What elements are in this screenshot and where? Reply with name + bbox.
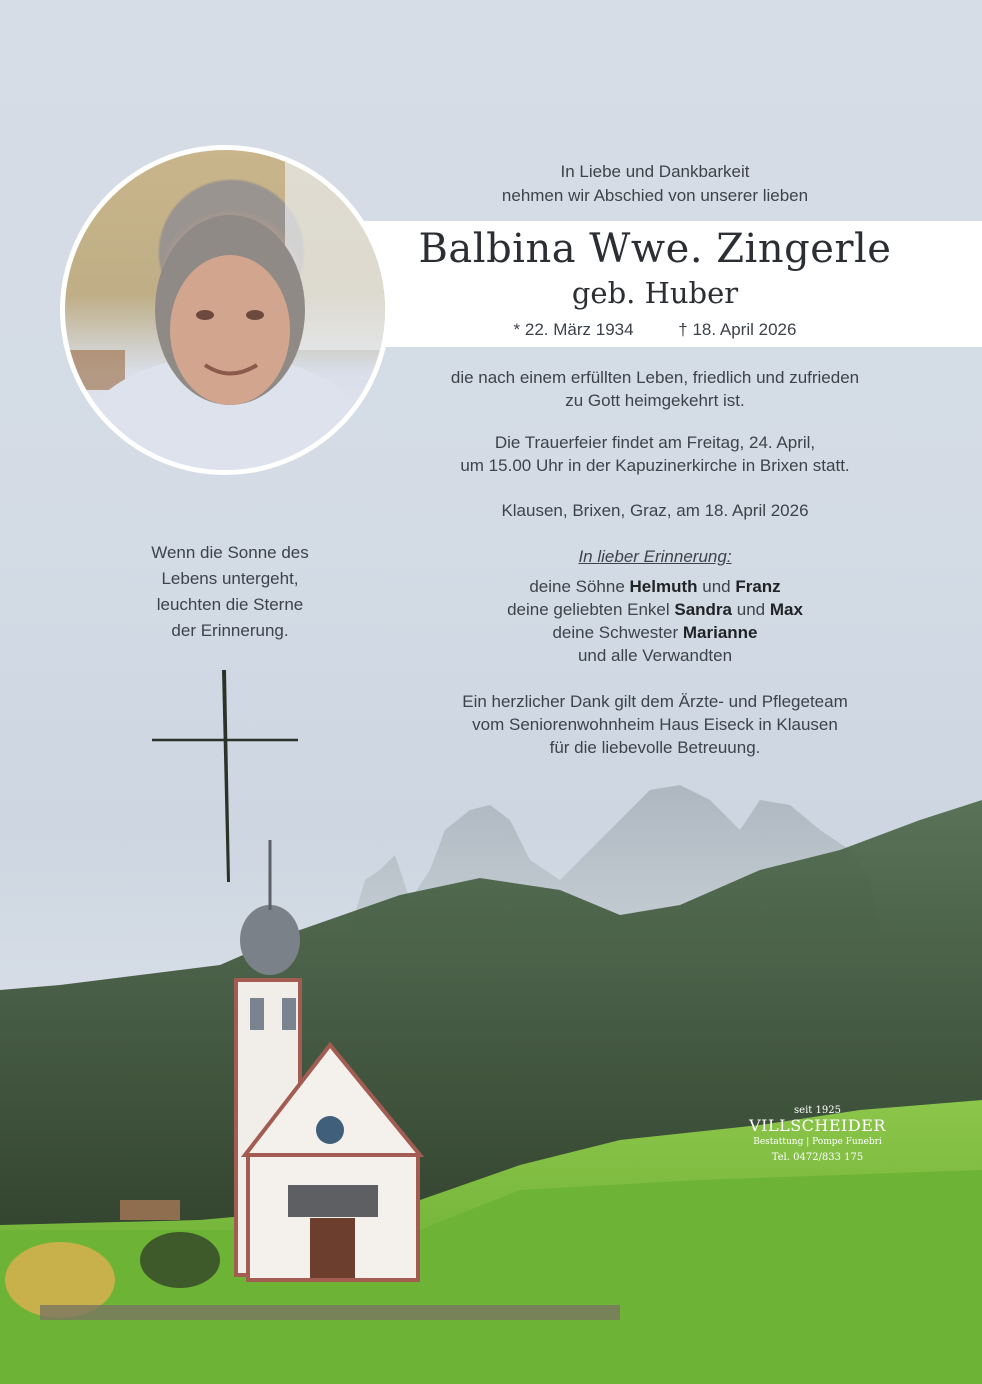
quote-line: Wenn die Sonne des — [151, 543, 309, 562]
death-date: † 18. April 2026 — [678, 320, 797, 339]
logo-phone: Tel. 0472/833 175 — [771, 1152, 864, 1163]
funeral-home-logo — [745, 1105, 890, 1163]
intro-text — [430, 160, 880, 208]
text-line: die nach einem erfüllten Leben, friedlich und zufrieden — [450, 368, 860, 387]
deceased-name: Balbina Wwe. Zingerle — [418, 226, 892, 272]
passing-text — [400, 366, 910, 412]
text-line: Ein herzlicher Dank gilt dem Ärzte- und Pflegeteam — [462, 692, 848, 711]
memorial-quote — [110, 540, 350, 644]
quote-line: leuchten die Sterne — [156, 595, 304, 614]
text-line: um 15.00 Uhr in der Kapuzinerkirche in Brixen statt. — [460, 456, 850, 475]
life-dates — [400, 320, 910, 340]
maiden-name: geb. Huber — [571, 276, 739, 310]
birth-date: * 22. März 1934 — [513, 320, 634, 339]
logo-name: VILLSCHEIDER — [749, 1116, 886, 1135]
intro-line: nehmen wir Abschied von unserer lieben — [501, 186, 809, 205]
quote-line: der Erinnerung. — [171, 621, 289, 640]
memory-heading — [400, 545, 910, 568]
intro-line: In Liebe und Dankbarkeit — [560, 162, 750, 181]
logo-since: seit 1925 — [794, 1105, 841, 1116]
thanks-text — [400, 690, 910, 759]
mourners-list — [400, 575, 910, 667]
landscape-illustration — [0, 760, 982, 1384]
logo-subtitle: Bestattung | Pompe Funebri — [753, 1137, 882, 1147]
mourner-line: deine Schwester Marianne — [552, 623, 758, 642]
relatives-line: und alle Verwandten — [577, 646, 733, 665]
quote-line: Lebens untergeht, — [161, 569, 299, 588]
text-line: vom Seniorenwohnheim Haus Eiseck in Klausen — [472, 715, 838, 734]
text-line: für die liebevolle Betreuung. — [549, 738, 761, 757]
funeral-text — [400, 431, 910, 477]
text-line: zu Gott heimgekehrt ist. — [565, 391, 745, 410]
mourner-line: deine geliebten Enkel Sandra und Max — [507, 600, 803, 619]
place-date: Klausen, Brixen, Graz, am 18. April 2026 — [501, 501, 809, 520]
memory-heading-text: In lieber Erinnerung: — [578, 547, 732, 566]
portrait-illustration — [65, 150, 385, 470]
mourner-line: deine Söhne Helmuth und Franz — [529, 577, 781, 596]
portrait-photo — [60, 145, 390, 475]
text-line: Die Trauerfeier findet am Freitag, 24. April, — [494, 433, 816, 452]
